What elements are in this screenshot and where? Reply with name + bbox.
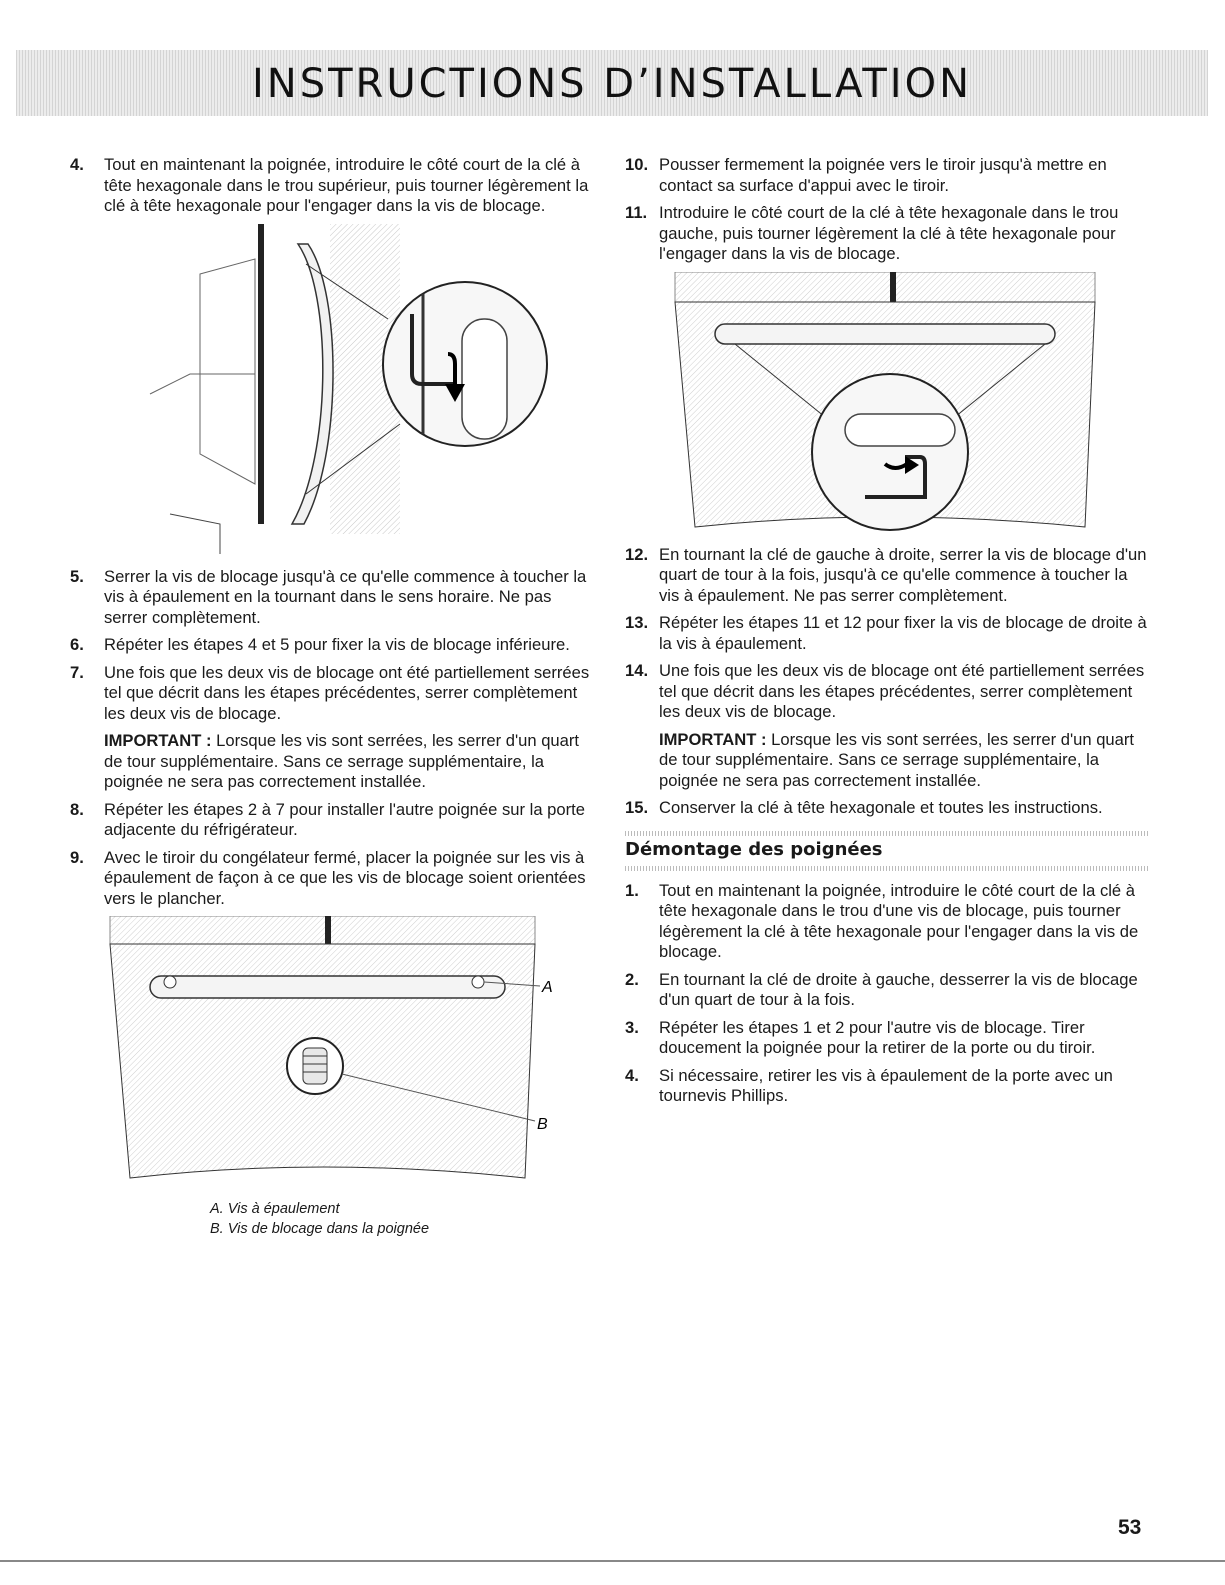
step-number: 11. — [625, 203, 648, 222]
step-number: 6. — [70, 635, 84, 654]
important-label: IMPORTANT : — [104, 731, 212, 750]
section-heading — [625, 831, 1150, 871]
step-number: 10. — [625, 155, 649, 174]
step-text: Si nécessaire, retirer les vis à épaulement de la porte avec un tournevis Phillips. — [659, 1065, 1113, 1105]
step-text: Tout en maintenant la poignée, introduire le côté court de la clé à tête hexagonale dans le trou supérieur, puis tourner légèrement la clé à tête hexagonale pour l'engager dans la vis de blocage. — [104, 155, 589, 215]
door-handle-figure — [70, 224, 590, 559]
step-item — [625, 613, 1150, 654]
step-text: Introduire le côté court de la clé à tête hexagonale dans le trou gauche, puis tourner légèrement la clé à tête hexagonale pour l'engager dans la vis de blocage. — [659, 203, 1119, 263]
step-text: Serrer la vis de blocage jusqu'à ce qu'elle commence à toucher la vis à épaulement en la tournant dans le sens horaire. Ne pas serrer complètement. — [104, 566, 587, 627]
step-text: Répéter les étapes 2 à 7 pour installer l'autre poignée sur la porte adjacente du réfrigérateur. — [104, 799, 585, 839]
step-item — [625, 155, 1150, 196]
step-item — [70, 848, 590, 910]
step-item — [70, 567, 590, 629]
step-number: 1. — [625, 880, 639, 900]
step-item — [625, 970, 1150, 1011]
step-text: Répéter les étapes 11 et 12 pour fixer la vis de blocage de droite à la vis à épaulement. — [659, 613, 1147, 653]
step-item — [625, 1018, 1150, 1059]
step-number: 9. — [70, 847, 84, 867]
important-note — [625, 730, 1150, 792]
step-number: 4. — [625, 1065, 639, 1085]
step-text: En tournant la clé de droite à gauche, desserrer la vis de blocage d'un quart de tour à la fois. — [659, 969, 1138, 1009]
right-column — [625, 155, 1150, 1114]
step-text: Une fois que les deux vis de blocage ont été partiellement serrées tel que décrit dans les étapes précédentes, serrer complètement les deux vis de blocage. — [659, 661, 1145, 721]
step-number: 7. — [70, 662, 84, 682]
step-text: En tournant la clé de gauche à droite, serrer la vis de blocage d'un quart de tour à la fois, jusqu'à ce qu'elle commence à toucher la vis à épaulement. Ne pas serrer complètement. — [659, 544, 1147, 605]
step-text: Une fois que les deux vis de blocage ont été partiellement serrées tel que décrit dans les étapes précédentes, serrer complètement les deux vis de blocage. — [104, 662, 590, 723]
step-text: Pousser fermement la poignée vers le tiroir jusqu'à mettre en contact sa surface d'appui avec le tiroir. — [659, 155, 1107, 195]
step-text: Répéter les étapes 4 et 5 pour fixer la vis de blocage inférieure. — [104, 635, 570, 654]
step-number: 13. — [625, 613, 649, 632]
drawer-handle-figure — [70, 916, 590, 1191]
step-item — [625, 545, 1150, 607]
step-text: Tout en maintenant la poignée, introduire le côté court de la clé à tête hexagonale dans le trou d'une vis de blocage, puis tourner légèrement la clé à tête hexagonale pour l'engager dans la vis de blocage. — [659, 880, 1139, 961]
left-column — [70, 155, 590, 1239]
step-item — [625, 203, 1150, 265]
step-item — [70, 800, 590, 841]
figure-caption: A. Vis à épaulement — [210, 1201, 340, 1217]
step-number: 8. — [70, 799, 84, 819]
step-number: 3. — [625, 1017, 639, 1037]
step-item — [625, 798, 1150, 819]
step-item — [70, 663, 590, 725]
label-a: A — [542, 979, 553, 996]
section-rule — [625, 831, 1150, 836]
section-title: Démontage des poignées — [625, 838, 883, 860]
important-note — [70, 731, 590, 793]
section-rule — [625, 866, 1150, 871]
bottom-rule — [0, 1560, 1225, 1562]
figure-caption: B. Vis de blocage dans la poignée — [210, 1221, 430, 1237]
important-text: Lorsque les vis sont serrées, les serrer d'un quart de tour supplémentaire. Sans ce serrage supplémentaire, la poignée ne sera pas correctement installée. — [104, 731, 580, 791]
step-item — [625, 881, 1150, 963]
step-number: 2. — [625, 969, 639, 989]
label-b: B — [537, 1116, 548, 1133]
step-number: 14. — [625, 661, 649, 680]
step-text: Avec le tiroir du congélateur fermé, placer la poignée sur les vis à épaulement de façon à ce que les vis de blocage soient orientées vers le plancher. — [104, 847, 586, 908]
step-number: 4. — [70, 155, 84, 174]
step-item — [70, 155, 590, 217]
step-text: Conserver la clé à tête hexagonale et toutes les instructions. — [659, 798, 1103, 817]
important-label: IMPORTANT : — [659, 729, 767, 749]
step-number: 12. — [625, 544, 649, 564]
step-number: 15. — [625, 798, 649, 817]
step-item — [625, 1066, 1150, 1107]
step-number: 5. — [70, 566, 84, 586]
page-number: 53 — [1118, 1516, 1142, 1539]
drawer-hex-key-figure — [625, 272, 1150, 537]
important-text: Lorsque les vis sont serrées, les serrer d'un quart de tour supplémentaire. Sans ce serrage supplémentaire, la poignée ne sera pas correctement installée. — [659, 729, 1135, 790]
header-banner — [16, 50, 1208, 116]
step-item — [625, 661, 1150, 723]
step-item — [70, 635, 590, 656]
page-title: INSTRUCTIONS D’INSTALLATION — [252, 61, 972, 107]
step-text: Répéter les étapes 1 et 2 pour l'autre vis de blocage. Tirer doucement la poignée pour la retirer de la porte ou du tiroir. — [659, 1017, 1096, 1057]
